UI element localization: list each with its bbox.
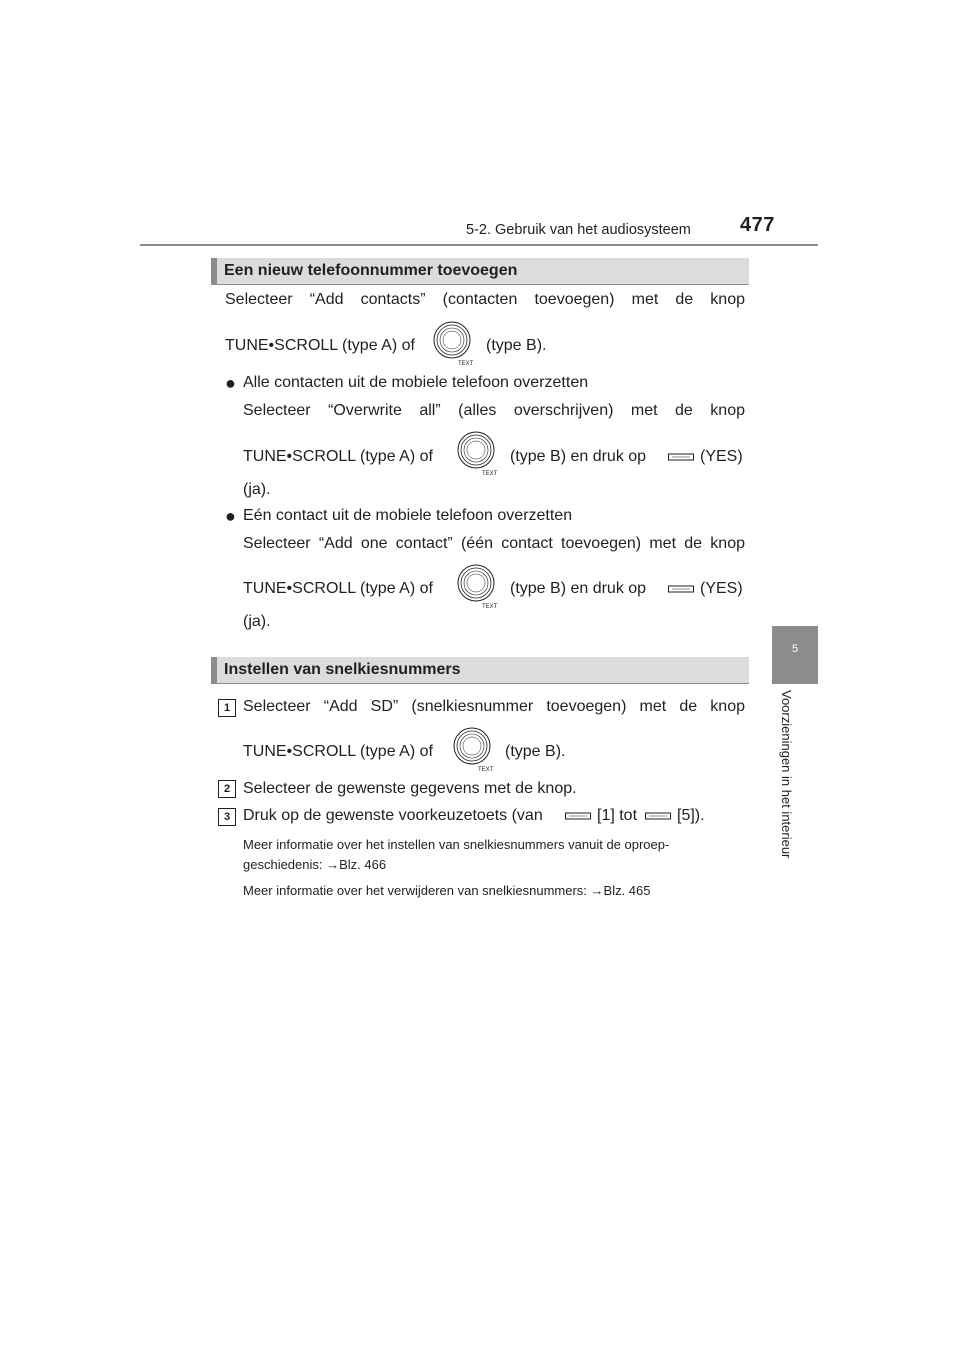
tune-scroll-knob-icon [456, 430, 504, 478]
preset-button-icon [565, 811, 591, 821]
step-number: 1 [218, 699, 236, 717]
bullet-icon: ● [225, 506, 236, 526]
intro-line-2-b: (type B). [486, 337, 547, 354]
step-2-text: Selecteer de gewenste gegevens met de knop. [243, 780, 577, 797]
section-title: Een nieuw telefoonnummer toevoegen [224, 262, 518, 279]
page-number: 477 [740, 214, 775, 236]
step-number: 3 [218, 808, 236, 826]
tune-scroll-knob-icon [452, 726, 500, 774]
bullet-line-2-a: TUNE•SCROLL (type A) of [243, 448, 433, 465]
section-title: Instellen van snelkiesnummers [224, 661, 461, 678]
bullet-heading: Alle contacten uit de mobiele telefoon overzetten [243, 374, 589, 391]
note-line: Meer informatie over het instellen van snelkiesnummers vanuit de oproep- [243, 837, 670, 852]
step-3-text-b: [1] tot [597, 807, 638, 824]
bullet-icon: ● [225, 373, 236, 393]
bullet-line-1: Selecteer “Add one contact” (één contact toevoegen) met de knop [243, 535, 745, 552]
section-heading-speed-dial [211, 657, 749, 684]
preset-button-icon [645, 811, 671, 821]
bullet-heading: Eén contact uit de mobiele telefoon overzetten [243, 507, 573, 524]
knob-label: TEXT [482, 604, 498, 610]
side-title [779, 690, 806, 890]
step-1-line-1: Selecteer “Add SD” (snelkiesnummer toevoegen) met de knop [243, 698, 745, 715]
bullet-line-1: Selecteer “Overwrite all” (alles overschrijven) met de knop [243, 402, 745, 419]
step-3-text-c: [5]). [677, 807, 705, 824]
bullet-line-2-b: (type B) en druk op [510, 580, 647, 597]
section-heading-new-number [211, 258, 749, 285]
running-header: 5-2. Gebruik van het audiosysteem [466, 222, 691, 238]
section-marker [211, 258, 217, 285]
preset-button-icon [668, 584, 694, 594]
header-rule [140, 244, 818, 246]
step-1-line-2-a: TUNE•SCROLL (type A) of [243, 743, 433, 760]
preset-button-icon [668, 452, 694, 462]
bullet-line-3: (ja). [243, 613, 271, 630]
bullet-line-2-c: (YES) [700, 448, 743, 465]
bullet-line-2-c: (YES) [700, 580, 743, 597]
tune-scroll-knob-icon [456, 563, 504, 611]
knob-label: TEXT [478, 767, 494, 773]
intro-line-2-a: TUNE•SCROLL (type A) of [225, 337, 415, 354]
step-1-line-2-b: (type B). [505, 743, 566, 760]
step-number: 2 [218, 780, 236, 798]
intro-line-1: Selecteer “Add contacts” (contacten toevoegen) met de knop [225, 291, 745, 308]
bullet-line-2-b: (type B) en druk op [510, 448, 647, 465]
knob-label: TEXT [458, 361, 474, 367]
note-link-line[interactable]: geschiedenis: →Blz. 466 [243, 857, 387, 872]
note-link-line[interactable]: Meer informatie over het verwijderen van snelkiesnummers: →Blz. 465 [243, 883, 651, 898]
step-3-text-a: Druk op de gewenste voorkeuzetoets (van [243, 807, 543, 824]
section-marker [211, 657, 217, 684]
bullet-line-2-a: TUNE•SCROLL (type A) of [243, 580, 433, 597]
bullet-line-3: (ja). [243, 481, 271, 498]
side-title-text: Voorzieningen in het interieur [779, 690, 794, 859]
tune-scroll-knob-icon [432, 320, 480, 368]
chapter-tab: 5 [772, 626, 818, 684]
knob-label: TEXT [482, 471, 498, 477]
